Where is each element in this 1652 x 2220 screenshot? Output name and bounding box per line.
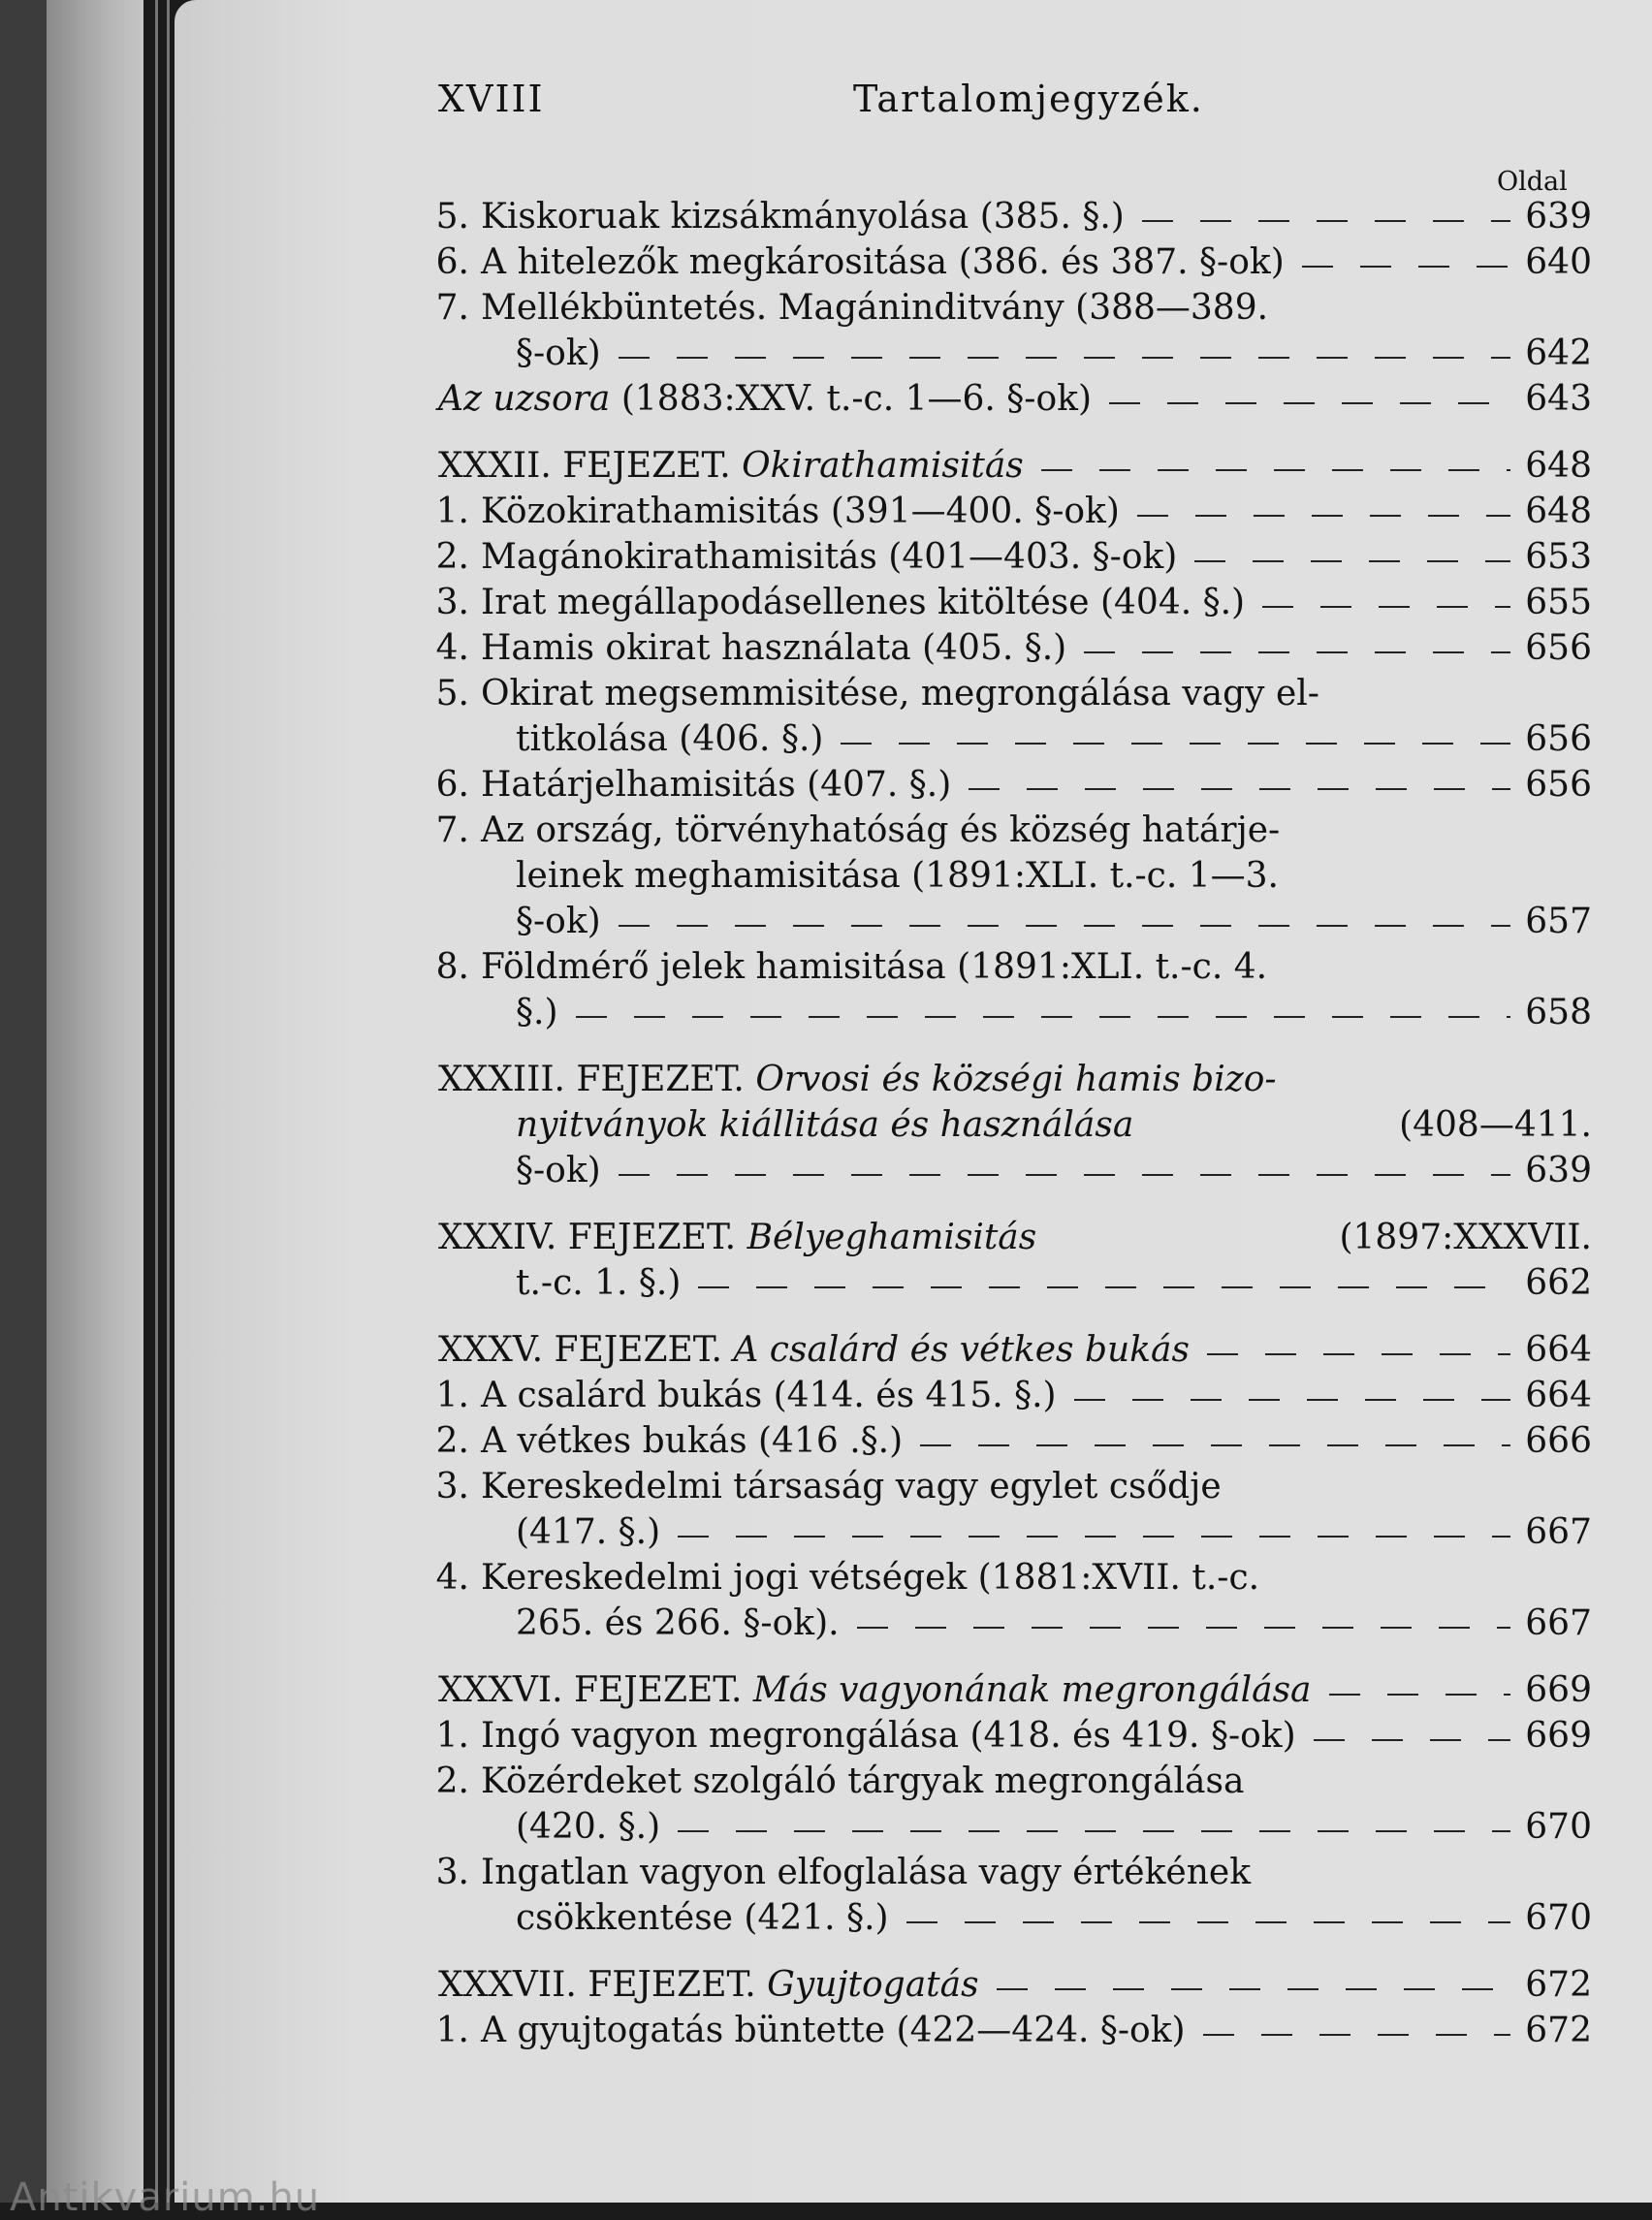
toc-entry	[435, 1713, 1592, 1759]
entry-number: 6.	[435, 765, 469, 805]
entry-text: Okirat megsemmisitése, megrongálása vagy el-	[481, 674, 1319, 714]
chapter-title: Más vagyonának megrongálása	[752, 1670, 1312, 1710]
entry-text: csökkentése (421. §.)	[516, 1898, 889, 1938]
chapter-tail: (1897:XXXVII.	[1339, 1218, 1592, 1257]
entry-text: Ingatlan vagyon elfoglalása vagy értékének	[481, 1853, 1252, 1892]
chapter-line	[438, 1327, 1592, 1373]
entry-text: (417. §.)	[516, 1512, 661, 1552]
leader-dashes	[698, 1286, 1510, 1288]
page-column-label: Oldal	[1497, 167, 1568, 197]
entry-line	[435, 580, 1592, 625]
page-ref: 657	[1525, 902, 1592, 941]
page-ref: 653	[1525, 537, 1592, 577]
page-ref: 664	[1525, 1376, 1592, 1415]
leader-dashes	[576, 1016, 1511, 1018]
chapter-entry	[438, 1057, 1592, 1193]
leader-dashes	[1041, 469, 1510, 471]
entry-line	[438, 331, 1592, 376]
chapter-entry	[438, 443, 1592, 489]
page-ref: 667	[1525, 1603, 1592, 1643]
entry-line	[435, 1373, 1592, 1418]
leader-dashes	[1207, 1353, 1510, 1355]
entry-number: 4.	[435, 628, 469, 668]
leader-dashes	[997, 1988, 1510, 1990]
leader-dashes	[920, 1444, 1510, 1446]
table-of-contents	[435, 194, 1592, 2053]
entry-text: (420. §.)	[516, 1807, 661, 1847]
page-ref: 672	[1525, 2011, 1592, 2050]
entry-line	[438, 716, 1592, 762]
entry-text: Irat megállapodásellenes kitöltése (404. §.)	[481, 583, 1246, 622]
chapter-line	[438, 1102, 1592, 1148]
chapter-line	[438, 1667, 1592, 1713]
leader-dashes	[1074, 1399, 1510, 1401]
entry-text: leinek meghamisitása (1891:XLI. t.-c. 1—3.	[516, 856, 1279, 896]
page-ref: 640	[1525, 242, 1592, 282]
entry-line	[435, 671, 1592, 716]
entry-number: 3.	[435, 1467, 469, 1506]
entry-number: 3.	[435, 583, 469, 622]
chapter-number: XXXVII. FEJEZET.	[438, 1965, 756, 2005]
page-ref: 642	[1525, 333, 1592, 373]
entry-number: 2.	[435, 537, 469, 577]
leader-dashes	[1194, 560, 1510, 562]
page-ref: 643	[1525, 379, 1592, 419]
entry-text: A vétkes bukás (416 .§.)	[481, 1421, 904, 1461]
entry-number: 7.	[435, 810, 469, 850]
entry-line	[438, 853, 1592, 899]
page-ref: 662	[1525, 1263, 1592, 1303]
entry-text: Határjelhamisitás (407. §.)	[481, 765, 952, 805]
leader-dashes	[1329, 1694, 1510, 1696]
entry-text: (1883:XXV. t.-c. 1—6. §-ok)	[620, 379, 1092, 419]
entry-number: 3.	[435, 1853, 469, 1892]
page-ref: 656	[1525, 719, 1592, 759]
leader-dashes	[841, 743, 1510, 745]
chapter-title: A csalárd és vétkes bukás	[733, 1330, 1190, 1370]
toc-entry	[435, 1850, 1592, 1941]
entry-line	[435, 1555, 1592, 1601]
watermark: Antikvarium.hu	[10, 2175, 321, 2220]
entry-line	[435, 625, 1592, 671]
entry-text: Az ország, törvényhatóság és község határje-	[481, 810, 1281, 850]
entry-line	[438, 899, 1592, 944]
entry-number: 5.	[435, 197, 469, 237]
leader-dashes	[678, 1536, 1510, 1538]
leader-dashes	[906, 1921, 1510, 1923]
page-edge-line	[155, 0, 158, 2203]
entry-text: titkolása (406. §.)	[516, 719, 824, 759]
chapter-number: XXXIII. FEJEZET.	[438, 1060, 745, 1099]
entry-text: Kereskedelmi jogi vétségek (1881:XVII. t.-c.	[481, 1558, 1260, 1598]
entry-number: 1.	[435, 1376, 469, 1415]
entry-line	[435, 1464, 1592, 1509]
page-ref: 648	[1525, 446, 1592, 486]
toc-entry	[435, 534, 1592, 580]
page-title: Tartalomjegyzék.	[853, 78, 1204, 120]
toc-entry	[435, 1555, 1592, 1646]
leader-dashes	[678, 1830, 1510, 1832]
toc-entry	[435, 808, 1592, 944]
entry-line	[438, 376, 1592, 422]
entry-text: Földmérő jelek hamisitása (1891:XLI. t.-c. 4.	[481, 947, 1268, 987]
leader-dashes	[619, 1174, 1510, 1176]
leader-dashes	[1262, 606, 1510, 608]
chapter-number: XXXV. FEJEZET.	[438, 1330, 722, 1370]
page-ref: 639	[1525, 1151, 1592, 1190]
chapter-line	[438, 1215, 1592, 1260]
page-ref: 656	[1525, 628, 1592, 668]
entry-line	[438, 1895, 1592, 1941]
entry-line	[438, 1509, 1592, 1555]
entry-line	[435, 285, 1592, 331]
entry-line	[435, 762, 1592, 808]
entry-number: 1.	[435, 1716, 469, 1756]
toc-entry	[435, 580, 1592, 625]
toc-entry	[435, 194, 1592, 239]
entry-text: 265. és 266. §-ok).	[516, 1603, 840, 1643]
entry-text: A hitelezők megkárositása (386. és 387. §-ok)	[481, 242, 1285, 282]
entry-text: A csalárd bukás (414. és 415. §.)	[481, 1376, 1057, 1415]
chapter-title-cont: nyitványok kiállitása és használása	[516, 1105, 1134, 1145]
toc-entry	[435, 1418, 1592, 1464]
toc-entry	[435, 489, 1592, 534]
page-header	[438, 78, 1592, 136]
book-spine	[0, 0, 47, 2203]
chapter-entry	[438, 1962, 1592, 2008]
chapter-line	[438, 1057, 1592, 1102]
toc-entry	[435, 239, 1592, 285]
page-edge-strip	[47, 0, 143, 2203]
chapter-line	[438, 443, 1592, 489]
page-ref: 664	[1525, 1330, 1592, 1370]
page-number: XVIII	[438, 78, 545, 120]
entry-italic-lead: Az uzsora	[438, 379, 611, 419]
entry-line	[438, 990, 1592, 1035]
leader-dashes	[619, 357, 1510, 359]
chapter-last: t.-c. 1. §.)	[516, 1263, 682, 1303]
page-ref: 656	[1525, 765, 1592, 805]
leader-dashes	[857, 1627, 1510, 1629]
entry-line	[438, 1601, 1592, 1646]
page-ref: 666	[1525, 1421, 1592, 1461]
page-ref: 667	[1525, 1512, 1592, 1552]
chapter-entry	[438, 1667, 1592, 1713]
toc-entry	[435, 2008, 1592, 2053]
entry-line	[438, 1804, 1592, 1850]
entry-line	[435, 489, 1592, 534]
entry-text: §-ok)	[516, 902, 601, 941]
entry-line	[435, 808, 1592, 853]
entry-text: Hamis okirat használata (405. §.)	[481, 628, 1067, 668]
chapter-line	[438, 1148, 1592, 1193]
page-ref: 655	[1525, 583, 1592, 622]
entry-text: Kereskedelmi társaság vagy egylet csődje	[481, 1467, 1222, 1506]
entry-line	[435, 194, 1592, 239]
chapter-tail: (408—411.	[1399, 1105, 1592, 1145]
entry-line	[435, 534, 1592, 580]
toc-entry	[435, 671, 1592, 762]
entry-line	[435, 1850, 1592, 1895]
entry-number: 6.	[435, 242, 469, 282]
entry-number: 1.	[435, 2011, 469, 2050]
entry-text: Ingó vagyon megrongálása (418. és 419. §-ok)	[481, 1716, 1296, 1756]
leader-dashes	[1109, 402, 1510, 404]
toc-entry	[435, 1759, 1592, 1850]
toc-entry	[435, 625, 1592, 671]
entry-line	[435, 239, 1592, 285]
page-ref: 672	[1525, 1965, 1592, 2005]
page-ref: 639	[1525, 197, 1592, 237]
chapter-title: Orvosi és községi hamis bizo-	[755, 1060, 1277, 1099]
entry-text: Közérdeket szolgáló tárgyak megrongálása	[481, 1761, 1245, 1801]
entry-text: Kiskoruak kizsákmányolása (385. §.)	[481, 197, 1125, 237]
leader-dashes	[1314, 1739, 1510, 1741]
toc-entry	[435, 944, 1592, 1035]
leader-dashes	[969, 788, 1510, 790]
chapter-line	[438, 1260, 1592, 1306]
leader-dashes	[1203, 2034, 1510, 2036]
chapter-number: XXXIV. FEJEZET.	[438, 1218, 737, 1257]
chapter-title: Bélyeghamisitás	[747, 1218, 1037, 1257]
page-ref: 658	[1525, 993, 1592, 1032]
entry-line	[435, 2008, 1592, 2053]
page-edge-line	[167, 0, 170, 2203]
leader-dashes	[1142, 220, 1510, 222]
page-ref: 670	[1525, 1898, 1592, 1938]
entry-number: 7.	[435, 288, 469, 328]
entry-line	[435, 1418, 1592, 1464]
entry-number: 8.	[435, 947, 469, 987]
entry-text: Közokirathamisitás (391—400. §-ok)	[481, 492, 1120, 531]
leader-dashes	[1084, 651, 1510, 653]
chapter-title: Okirathamisitás	[742, 446, 1024, 486]
entry-text: A gyujtogatás büntette (422—424. §-ok)	[481, 2011, 1186, 2050]
leader-dashes	[1137, 515, 1510, 517]
toc-entry	[435, 762, 1592, 808]
leader-dashes	[619, 925, 1510, 927]
toc-entry	[435, 1464, 1592, 1555]
entry-number: 2.	[435, 1761, 469, 1801]
entry-text: Magánokirathamisitás (401—403. §-ok)	[481, 537, 1178, 577]
entry-line	[435, 1759, 1592, 1804]
chapter-number: XXXVI. FEJEZET.	[438, 1670, 743, 1710]
entry-text: Mellékbüntetés. Magáninditvány (388—389.	[481, 288, 1269, 328]
entry-line	[435, 944, 1592, 990]
leader-dashes	[1302, 266, 1510, 268]
page-ref: 669	[1525, 1716, 1592, 1756]
chapter-number: XXXII. FEJEZET.	[438, 446, 731, 486]
entry-line	[435, 1713, 1592, 1759]
entry-number: 5.	[435, 674, 469, 714]
entry-number: 4.	[435, 1558, 469, 1598]
page-ref: 648	[1525, 492, 1592, 531]
toc-entry	[435, 1373, 1592, 1418]
chapter-line	[438, 1962, 1592, 2008]
toc-entry	[435, 285, 1592, 376]
entry-text: §.)	[516, 993, 558, 1032]
chapter-entry	[438, 1215, 1592, 1306]
entry-number: 2.	[435, 1421, 469, 1461]
entry-number: 1.	[435, 492, 469, 531]
page-ref: 670	[1525, 1807, 1592, 1847]
toc-entry	[438, 376, 1592, 422]
chapter-title: Gyujtogatás	[767, 1965, 979, 2005]
page-ref: 669	[1525, 1670, 1592, 1710]
chapter-last: §-ok)	[516, 1151, 601, 1190]
entry-text: §-ok)	[516, 333, 601, 373]
chapter-entry	[438, 1327, 1592, 1373]
